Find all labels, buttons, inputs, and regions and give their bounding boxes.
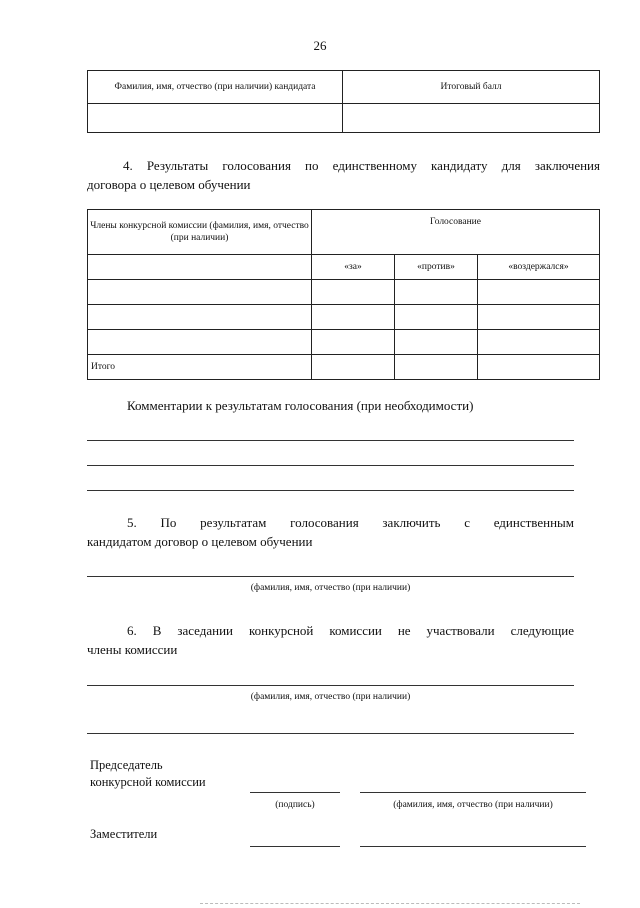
section-4-line-1: 4. Результаты голосования по единственному кандидату для заключения [123,158,600,173]
absent-members-caption: (фамилия, имя, отчество (при наличии) [250,692,411,702]
chairman-label-line-2: конкурсной комиссии [90,775,206,789]
voting-header: Голосование [312,210,600,255]
page-bottom-edge-marks [200,903,580,904]
section-6-line-2: члены комиссии [87,642,178,657]
candidate-name-header: Фамилия, имя, отчество (при наличии) кандидата [88,71,343,104]
final-score-cell[interactable] [343,104,600,133]
candidate-name-line[interactable] [87,576,574,577]
members-header: Члены конкурсной комиссии (фамилия, имя, отчество (при наличии) [88,210,312,255]
comment-line-1[interactable] [87,440,574,441]
page-number: 26 [313,38,327,53]
deputy-name-line[interactable] [360,846,586,847]
total-label: Итого [88,355,312,380]
vote-cell[interactable] [478,280,600,305]
chairman-signature-line[interactable] [250,792,340,793]
candidate-name-cell[interactable] [88,104,343,133]
total-abstain-cell[interactable] [478,355,600,380]
chairman-name-caption: (фамилия, имя, отчество (при наличии) [393,800,553,810]
vote-cell[interactable] [312,330,395,355]
section-5-line-1: 5. По результатам голосования заключить с единственным [127,515,574,530]
candidate-name-caption: (фамилия, имя, отчество (при наличии) [250,583,411,593]
chairman-name-line[interactable] [360,792,586,793]
vote-abstain-header: «воздержался» [478,255,600,280]
voting-table [87,209,600,380]
final-score-header: Итоговый балл [343,71,600,104]
comment-line-3[interactable] [87,490,574,491]
vote-for-header: «за» [312,255,395,280]
member-cell[interactable] [88,305,312,330]
comment-line-2[interactable] [87,465,574,466]
signature-caption: (подпись) [275,800,315,810]
member-cell[interactable] [88,330,312,355]
vote-cell[interactable] [478,305,600,330]
members-subheader-cell [88,255,312,280]
vote-cell[interactable] [395,305,478,330]
comments-title: Комментарии к результатам голосования (при необходимости) [127,398,474,413]
vote-cell[interactable] [312,305,395,330]
section-6-text [87,621,574,659]
deputy-signature-line[interactable] [250,846,340,847]
candidate-score-table [87,70,600,133]
deputies-label: Заместители [90,827,158,841]
section-5-text [87,513,574,551]
table-row [88,305,600,330]
section-4-line-2: договора о целевом обучении [87,177,251,192]
vote-cell[interactable] [395,330,478,355]
absent-members-line-1[interactable] [87,685,574,686]
member-cell[interactable] [88,280,312,305]
section-5-line-2: кандидатом договор о целевом обучении [87,534,313,549]
chairman-label-line-1: Председатель [90,758,163,772]
chairman-label [90,757,206,791]
table-row [88,330,600,355]
vote-cell[interactable] [395,280,478,305]
vote-against-header: «против» [395,255,478,280]
total-against-cell[interactable] [395,355,478,380]
section-6-line-1: 6. В заседании конкурсной комиссии не участвовали следующие [127,623,574,638]
section-4-heading [87,156,600,194]
absent-members-line-2[interactable] [87,733,574,734]
vote-cell[interactable] [478,330,600,355]
total-row [88,355,600,380]
vote-cell[interactable] [312,280,395,305]
table-row [88,280,600,305]
total-for-cell[interactable] [312,355,395,380]
